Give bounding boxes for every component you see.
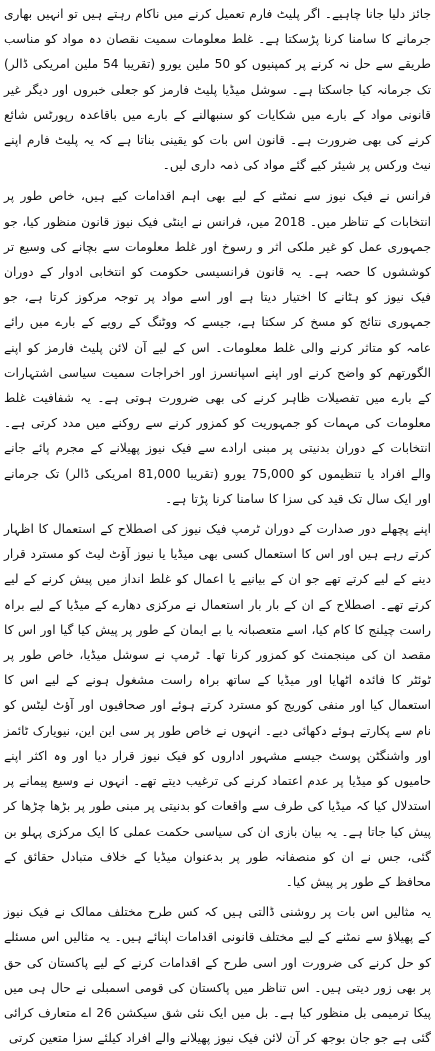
- article-paragraph-france-law: فرانس نے فیک نیوز سے نمٹنے کے لیے بھی اہم اقدامات کیے ہیں، خاص طور پر انتخابات کے تناظر میں۔ 2018 میں، فرانس نے اینٹی فیک نیوز قانون منظور کیا، جو جمہوری عمل کو غیر ملکی اثر و رسوخ اور غلط معلومات سے بچانے کی وسیع تر کوششوں کا حصہ ہے۔ یہ قانون فرانسیسی حکومت کو انتخابی ادوار کے دوران فیک نیوز کو ہٹانے کا اختیار دیتا ہے اور اسے مواد پر توجہ مرکوز کرتا ہے، جو جمہوری نتائج کو مسخ کر سکتا ہے، جیسے کہ ووٹنگ کے رویے کے بارے میں رائے عامہ کو متاثر کرنے والی غلط معلومات۔ اس کے لیے آن لائن پلیٹ فارمز کو اپنے الگورتھم کو واضح کرنے اور اپنے اسپانسرز اور اخراجات سمیت سیاسی اشتہارات کے بارے میں تفصیلات ظاہر کرنے کی بھی ضرورت ہوتی ہے۔ یہ شفافیت غلط معلومات کی مہمات کو جمہوریت کو کمزور کرنے سے روکنے میں مدد کرتی ہے۔ انتخابات کے دوران بدنیتی پر مبنی ارادے سے فیک نیوز پھیلانے کے مجرم پائے جانے والے افراد یا تنظیموں کو 75,000 یورو (تقریبا 81,000 امریکی ڈالر) تک جرمانے اور ایک سال تک قید کی سزا کا سامنا کرنا پڑتا ہے۔: [4, 189, 432, 506]
- article-paragraph-germany-law: جائز دلیا جانا چاہیے۔ اگر پلیٹ فارم تعمیل کرنے میں ناکام رہتے ہیں تو انہیں بھاری جرمانے کا سامنا کرنا پڑسکتا ہے۔ غلط معلومات سمیت نقصان دہ مواد کو مناسب طریقے سے حل نہ کرنے پر کمپنیوں کو 50 ملین یورو (تقریبا 54 ملین امریکی ڈالر) تک جرمانہ کیا جاسکتا ہے۔ سوشل میڈیا پلیٹ فارمز کو جعلی خبروں اور دیگر غیر قانونی مواد کے بارے میں شکایات کو سنبھالنے کے بارے میں باقاعدہ رپورٹس شائع کرنے کی بھی ضرورت ہے۔ قانون اس بات کو یقینی بناتا ہے کہ یہ پلیٹ فارم اپنے نیٹ ورکس پر شیئر کیے گئے مواد کی ذمہ داری لیں۔: [4, 7, 431, 173]
- article-paragraph-pakistan-peca: یہ مثالیں اس بات پر روشنی ڈالتی ہیں کہ کس طرح مختلف ممالک نے فیک نیوز کے پھیلاؤ سے نمٹنے کے لیے مختلف قانونی اقدامات اپنائے ہیں۔ یہ مثالیں اس مسئلے کو حل کرنے کی ضرورت اور اسی طرح کے اقدامات کرنے کے لیے پاکستان کی حق پر بھی زور دیتی ہیں۔ اس تناظر میں پاکستان کی قومی اسمبلی نے حال ہی میں پیکا ترمیمی بل منظور کیا ہے۔ بل میں ایک نئی شق سیکشن 26 اے متعارف کرائی گئی ہے جو جان بوجھ کر آن لائن فیک نیوز پھیلانے والے افراد کیلئے سزا متعین کرتی: [4, 905, 431, 1046]
- article-paragraph-trump-fake-news: اپنے پچھلے دور صدارت کے دوران ٹرمپ فیک نیوز کی اصطلاح کے استعمال کا اظہار کرتے رہے ہیں اور اس کا استعمال کسی بھی میڈیا یا نیوز آؤٹ لیٹ کو مسترد قرار دینے کے لیے کرتے تھے جو ان کے بیانیے یا اعمال کو غلط انداز میں پیش کرنے کے لیے کرتے تھے۔ اصطلاح کے ان کے بار بار استعمال نے مرکزی دھارے کے میڈیا کے لیے براہ راست چیلنج کا کام کیا، اسے متعصبانہ یا بے ایمان کے طور پر پیش کیا گیا اور اس کا مقصد ان کی مینجمنٹ کو کمزور کرنا تھا۔ ٹرمپ نے سوشل میڈیا، خاص طور پر ٹوئٹر کا فائدہ اٹھایا اور میڈیا کے ساتھ براہ راست مشغول ہونے کے لیے اس کا استعمال کیا اور منفی کوریج کو مسترد کرتے ہوئے اور صحافیوں اور آؤٹ لیٹس کو نام سے پکارتے ہوئے دکھائی دیے۔ انہوں نے خاص طور پر سی این این، نیویارک ٹائمز اور واشنگٹن پوسٹ جیسے مشہور اداروں کو فیک نیوز قرار دیا اور وہ اکثر اپنے حامیوں کو میڈیا پر عدم اعتماد کرنے کی ترغیب دیتے تھے۔ انہوں نے وسیع پیمانے پر استدلال کیا کہ میڈیا کی طرف سے واقعات کو بدنیتی پر مبنی طور پر بڑھا چڑھا کر پیش کیا جاتا ہے۔ یہ بیان بازی ان کی سیاسی حکمت عملی کا ایک مرکزی پہلو بن گئی، جس نے ان کو منصفانہ طور پر بدعنوان میڈیا کے خلاف متبادل حقائق کے محافظ کے طور پر پیش کیا۔: [4, 522, 431, 889]
